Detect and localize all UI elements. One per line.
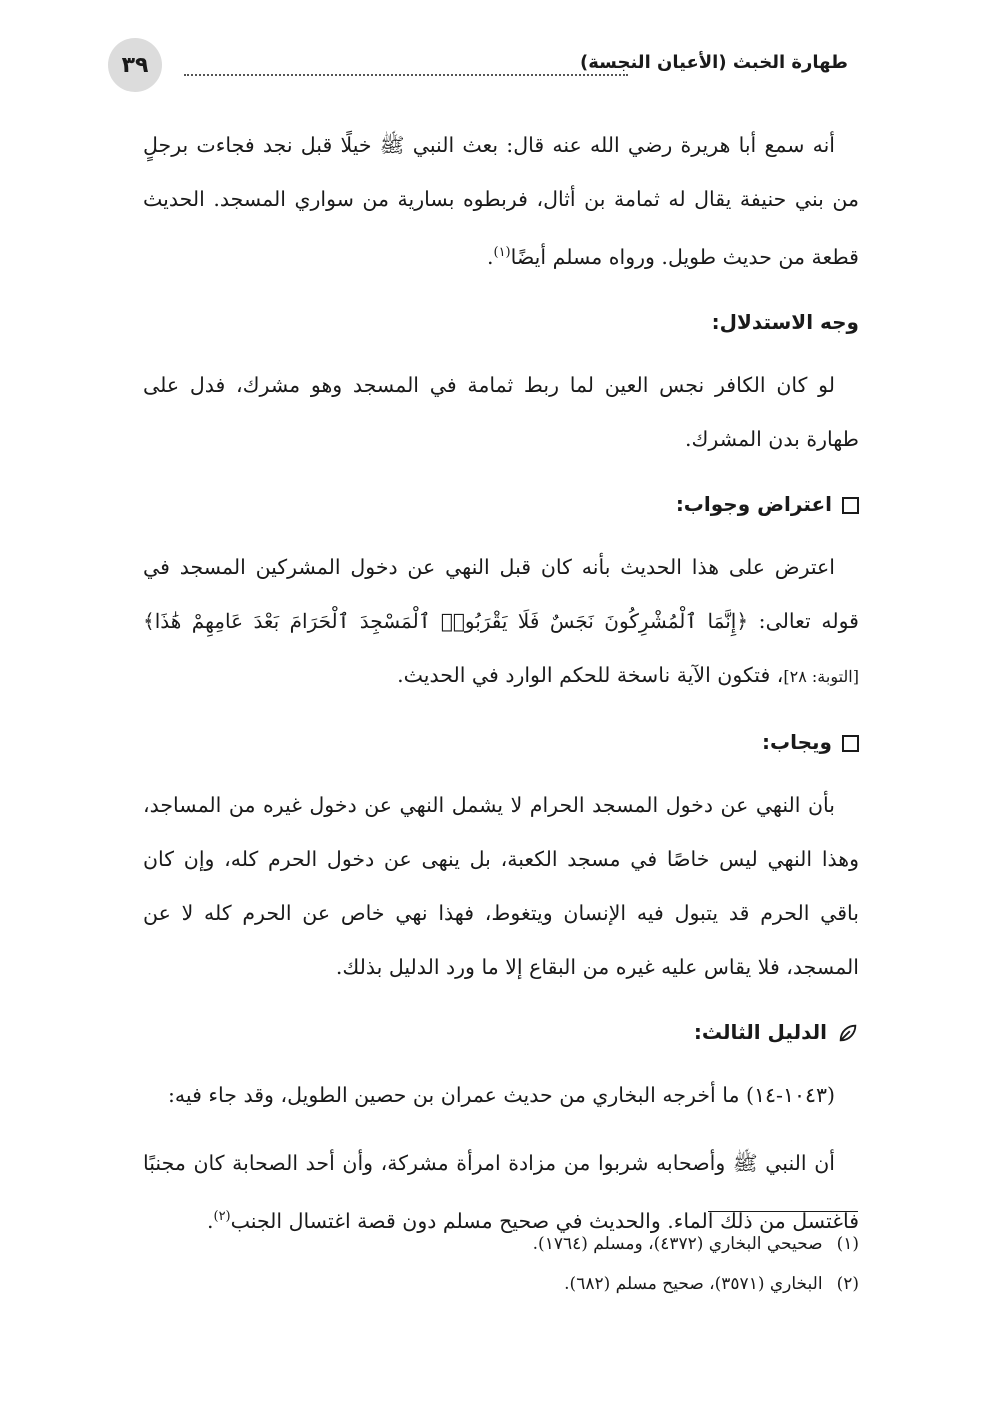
paragraph-text: اعترض على هذا الحديث بأنه كان قبل النهي عن دخول المشركين المسجد في قوله تعالى: [143,554,859,633]
paragraph [143,1068,859,1122]
footnote-number: (٢) [836,1274,859,1294]
section-heading [143,718,859,766]
leaf-ornament-icon [837,1022,859,1044]
heading-text: الدليل الثالث: [693,1019,827,1044]
heading-text: وجه الاستدلال: [711,309,859,334]
footnote-text: البخاري (٣٥٧١)، صحيح مسلم (٦٨٢). [564,1274,823,1294]
page-number-badge: ٣٩ [108,38,162,92]
paragraph [143,540,859,704]
paragraph-text: (١٠٤٣-١٤) ما أخرجه البخاري من حديث عمران بن حصين الطويل، وقد جاء فيه: [168,1082,835,1107]
main-text [143,118,859,1262]
running-title: طهارة الخبث (الأعيان النجسة) [580,52,848,73]
section-heading [143,1008,859,1056]
section-heading [143,480,859,528]
footnotes [143,1226,859,1306]
square-bullet-icon [842,497,859,514]
footnote-ref[interactable]: (٢) [213,1208,231,1224]
paragraph-end: . [486,244,494,269]
paragraph-end: . [206,1208,214,1233]
paragraph [143,358,859,466]
paragraph [143,118,859,284]
page-header [108,38,848,98]
footnote-divider [708,1211,858,1212]
footnote-ref[interactable]: (١) [493,245,511,260]
footnote-text: صحيحي البخاري (٤٣٧٢)، ومسلم (١٧٦٤). [532,1234,823,1254]
paragraph-text: لو كان الكافر نجس العين لما ربط ثمامة في المسجد وهو مشرك، فدل على طهارة بدن المشرك. [143,372,859,451]
paragraph-text: بأن النهي عن دخول المسجد الحرام لا يشمل النهي عن دخول غيره من المساجد، وهذا النهي ليس خاصًا في مسجد الكعبة، بل ينهى عن دخول الحرم كله، وإن كان باقي الحرم قد يتبول فيه الإنسان ويتغوط، فهذا نهي خاص عن الحرم كله لا عن المسجد، فلا يقاس عليه غيره من البقاع إلا ما ورد الدليل بذلك. [143,792,859,979]
paragraph-text: أنه سمع أبا هريرة رضي الله عنه قال: بعث النبي ﷺ خيلًا قبل نجد فجاءت برجلٍ من بني حنيفة يقال له ثمامة بن أثال، فربطوه بسارية من سواري المسجد. الحديث قطعة من حديث طويل. ورواه مسلم أيضًا [143,133,859,269]
quran-verse: ﴿إِنَّمَا ٱلْمُشْرِكُونَ نَجَسٌ فَلَا يَقْرَبُوا۟ ٱلْمَسْجِدَ ٱلْحَرَامَ بَعْدَ عَامِهِمْ هَٰذَا﴾ [143,608,749,633]
verse-citation: [التوبة: ٢٨] [783,666,859,686]
leader-dots [184,74,628,76]
paragraph-text: أن النبي ﷺ وأصحابه شربوا من مزادة امرأة مشركة، وأن أحد الصحابة كان مجنبًا فاغتسل من ذلك الماء. والحديث في صحيح مسلم دون قصة اغتسال الجنب [143,1150,859,1233]
footnote [143,1266,859,1302]
heading-text: ويجاب: [762,729,832,754]
square-bullet-icon [842,735,859,752]
section-heading [143,298,859,346]
paragraph-text: ، فتكون الآية ناسخة للحكم الوارد في الحديث. [397,662,784,687]
heading-text: اعتراض وجواب: [675,491,832,516]
footnote-number: (١) [836,1234,859,1254]
footnote [143,1226,859,1262]
paragraph [143,778,859,994]
